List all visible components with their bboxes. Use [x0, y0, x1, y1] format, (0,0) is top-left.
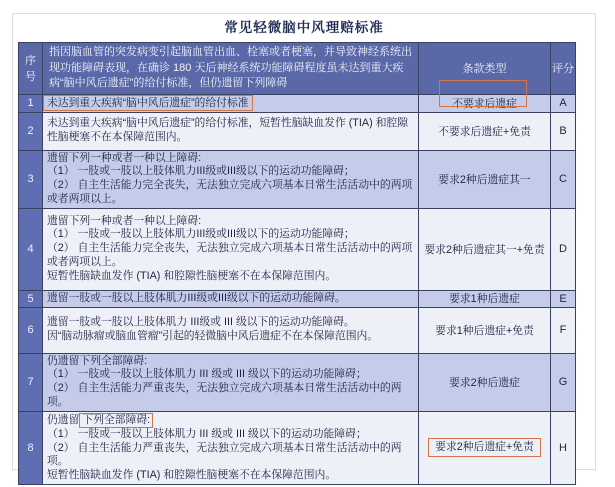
description-line: （1） 一肢或一肢以上肢体肌力III级或III级以下的运动功能障碍；: [47, 165, 355, 178]
description-line: （2） 自主生活能力完全丧失，无法独立完成六项基本日常生活活动中的两项或者两项以上。: [47, 242, 413, 269]
row-number: 2: [19, 112, 43, 150]
description-line: 因“脑动脉瘤或脑血管瘤”引起的轻微脑中风后遗症不在本保障范围内。: [47, 330, 379, 343]
row-number: 8: [19, 411, 43, 484]
row-clause-type: 要求1种后遗症: [419, 290, 551, 307]
description-line: （1） 一肢或一肢以上肢体肌力 III 级或 III 级以下的运动功能障碍；: [47, 427, 367, 440]
row-number: 5: [19, 290, 43, 307]
description-line-prefix: 仍遗留: [47, 413, 80, 426]
highlight-box: 下列全部障碍:: [79, 413, 153, 428]
description-line: （1） 一肢或一肢以上肢体肌力III级或III级以下的运动功能障碍；: [47, 228, 355, 241]
row-description: [43, 150, 419, 208]
description-line: （2） 自主生活能力严重丧失，无法独立完成六项基本日常生活活动中的两项。: [47, 441, 402, 468]
table-row: [19, 411, 576, 484]
row-clause-type: 要求2种后遗症其一: [419, 150, 551, 208]
description-line: 短暂性脑缺血发作 (TIA) 和腔隙性脑梗塞不在本保障范围内。: [47, 269, 337, 282]
claims-table: [18, 42, 576, 485]
row-score: A: [551, 94, 576, 112]
description-line: 未达到重大疾病“脑中风后遗症”的给付标准，短暂性脑缺血发作 (TIA) 和腔隙性脑梗塞不在本保障范围内。: [47, 117, 409, 143]
description-line: （2） 自主生活能力完全丧失，无法独立完成六项基本日常生活活动中的两项或者两项以上。: [47, 179, 413, 205]
row-clause-type: [419, 411, 551, 484]
row-score: D: [551, 208, 576, 290]
table-row: [19, 208, 576, 290]
row-score: G: [551, 353, 576, 411]
header-seq: 序号: [19, 43, 43, 95]
highlight-box: 未达到重大疾病“脑中风后遗症”的给付标准: [43, 95, 253, 111]
description-line: 遗留一肢或一肢以上肢体肌力 III级或 III 级以下的运动功能障碍。: [47, 316, 355, 329]
row-number: 1: [19, 94, 43, 112]
description-line: 遗留下列一种或者一种以上障碍:: [47, 151, 202, 164]
row-description: [43, 112, 419, 150]
row-number: 7: [19, 353, 43, 411]
row-score: B: [551, 112, 576, 150]
description-line: 仍遗留下列全部障碍:: [47, 354, 148, 367]
table-row: [19, 353, 576, 411]
table-row: [19, 150, 576, 208]
header-score: 评分: [551, 43, 576, 95]
claims-table-wrap: [18, 42, 575, 485]
description-line: [47, 413, 414, 428]
row-description: [43, 411, 419, 484]
description-line: （1） 一肢或一肢以上肢体肌力 III 级或 III 级以下的运动功能障碍；: [47, 368, 367, 381]
header-clause-type: 条款类型: [419, 43, 551, 95]
table-header-row: [19, 43, 576, 95]
table-row: [19, 307, 576, 353]
row-clause-type: 要求2种后遗症其一+免责: [419, 208, 551, 290]
row-number: 3: [19, 150, 43, 208]
row-number: 6: [19, 307, 43, 353]
row-description: [43, 290, 419, 307]
row-clause-type: 不要求后遗症: [419, 94, 551, 112]
row-score: C: [551, 150, 576, 208]
table-row: [19, 290, 576, 307]
row-score: F: [551, 307, 576, 353]
page-title: 常见轻微脑中风理赔标准: [224, 20, 384, 35]
description-line: 短暂性脑缺血发作 (TIA) 和腔隙性脑梗塞不在本保障范围内。: [47, 469, 337, 482]
row-clause-type: 不要求后遗症+免责: [419, 112, 551, 150]
table-row: [19, 94, 576, 112]
row-score: E: [551, 290, 576, 307]
description-line: 遗留下列一种或者一种以上障碍:: [47, 214, 202, 227]
row-description: [43, 94, 419, 112]
highlight-box: 要求2种后遗症+免责: [428, 438, 541, 457]
row-number: 4: [19, 208, 43, 290]
row-description: [43, 307, 419, 353]
row-clause-type: 要求2种后遗症: [419, 353, 551, 411]
description-line: （2） 自主生活能力严重丧失，无法独立完成六项基本日常生活活动中的两项。: [47, 382, 402, 409]
row-description: [43, 353, 419, 411]
row-clause-type: 要求1种后遗症+免责: [419, 307, 551, 353]
row-description: [43, 208, 419, 290]
description-line: 遗留一肢或一肢以上肢体肌力III级或III级以下的运动功能障碍。: [47, 291, 346, 304]
header-description: 指因脑血管的突发病变引起脑血管出血、栓塞或者梗塞，并导致神经系统出现功能障碍表现，在确诊 180 天后神经系统功能障碍程度虽未达到重大疾病“脑中风后遗症”的给付标准，但仍遗留下列障碍: [43, 43, 419, 95]
row-score: H: [551, 411, 576, 484]
table-row: [19, 112, 576, 150]
